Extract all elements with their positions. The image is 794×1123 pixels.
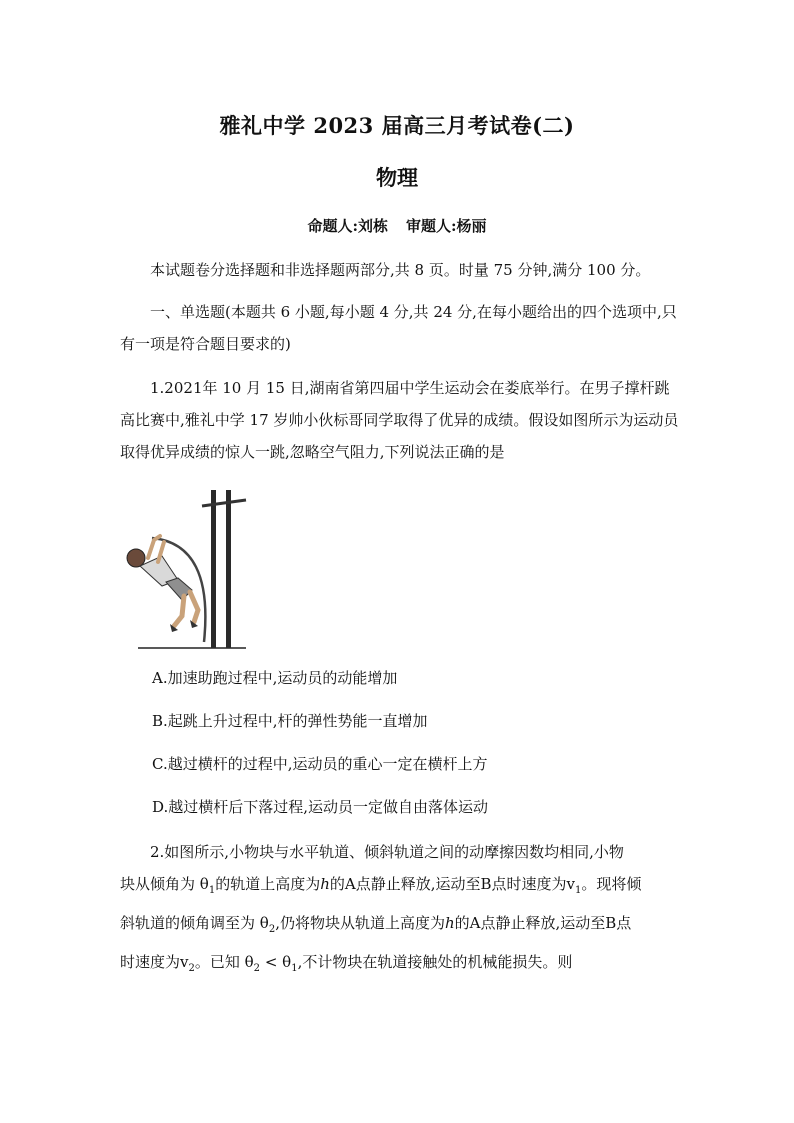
question-2-line-2: 块从倾角为 $\theta_1$的轨道上高度为h的A点静止释放,运动至B点时速度为$v_1$。现将倾: [120, 875, 642, 896]
question-1-option-d: D.越过横杆后下落过程,运动员一定做自由落体运动: [152, 798, 489, 816]
intro-text: 本试题卷分选择题和非选择题两部分,共 8 页。时量 75 分钟,满分 100 分。: [150, 261, 651, 279]
athlete-head: [127, 549, 145, 567]
pole-vault-figure: [118, 482, 248, 650]
question-1-option-b: B.起跳上升过程中,杆的弹性势能一直增加: [152, 712, 428, 730]
authors-line: [0, 215, 794, 236]
upright-right: [226, 490, 231, 648]
subject-heading: 物理: [376, 165, 418, 190]
question-1-option-a: A.加速助跑过程中,运动员的动能增加: [152, 669, 398, 687]
section-heading: 一、单选题(本题共 6 小题,每小题 4 分,共 24 分,在每小题给出的四个选项中,只有一项是符合题目要求的): [120, 303, 677, 353]
crossbar: [202, 500, 246, 506]
question-2-line-4: 时速度为$v_2$。已知 $\theta_2 < \theta_1$,不计物块在轨道接触处的机械能损失。则: [120, 953, 573, 974]
exam-title: 雅礼中学 2023 届高三月考试卷(二): [219, 113, 575, 138]
question-1-stem: 1.2021年 10 月 15 日,湖南省第四届中学生运动会在娄底举行。在男子撑杆跳高比赛中,雅礼中学 17 岁帅小伙标哥同学取得了优异的成绩。假设如图所示为运动员取得优异成绩的惊人一跳,忽略空气阻力,下列说法正确的是: [120, 379, 679, 461]
question-2-line-3: 斜轨道的倾角调至为 $\theta_2$,仍将物块从轨道上高度为h的A点静止释放,运动至B点: [120, 914, 632, 935]
athlete-shorts: [166, 578, 192, 600]
reviewer-label: 审题人:杨丽: [406, 217, 487, 235]
question-2-line-1: 2.如图所示,小物块与水平轨道、倾斜轨道之间的动摩擦因数均相同,小物: [150, 843, 624, 861]
question-2-stem: [120, 836, 680, 985]
upright-left: [211, 490, 216, 648]
question-1-option-c: C.越过横杆的过程中,运动员的重心一定在横杆上方: [152, 755, 488, 773]
author-label: 命题人:刘栋: [307, 217, 388, 235]
